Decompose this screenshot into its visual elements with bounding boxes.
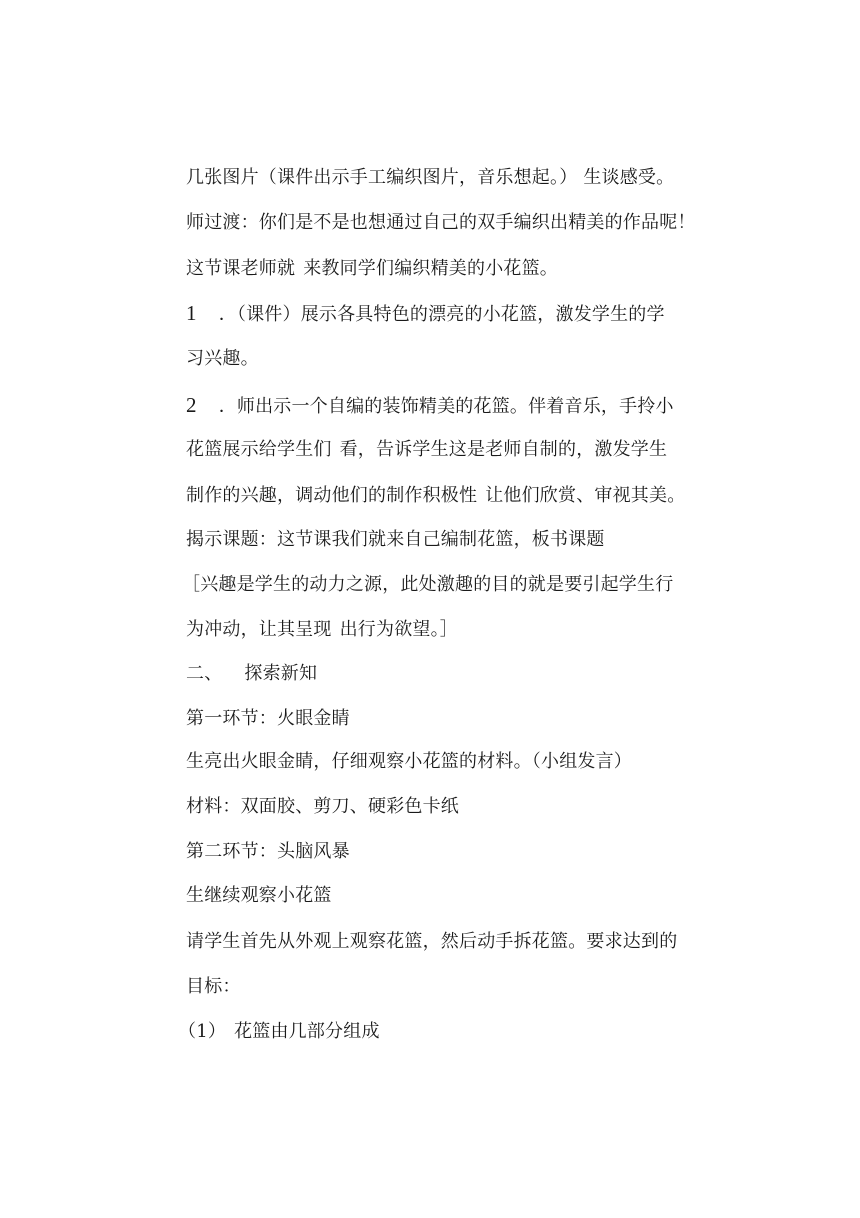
line-text: 几张图片（课件出示手工编织图片，音乐想起。） 生谈感受。 xyxy=(186,167,675,188)
paragraph-line xyxy=(186,257,558,281)
item-number: 2 xyxy=(186,393,197,417)
paragraph-line xyxy=(186,795,459,819)
line-text: 让他们欣赏、审视其美。 xyxy=(485,485,686,506)
paragraph-line xyxy=(186,484,685,508)
paragraph-line xyxy=(186,930,677,954)
paragraph-line xyxy=(186,211,696,235)
line-text: 师过渡：你们是不是也想通过自己的双手编织出精美的作品呢！ xyxy=(186,212,696,233)
line-text: 揭示课题：这节课我们就来自己编制花篮，板书课题 xyxy=(186,529,605,550)
line-text: 看，告诉学生这是老师自制的，激发学生 xyxy=(339,439,668,460)
line-text: 习兴趣。 xyxy=(186,348,259,369)
paragraph-line xyxy=(186,438,667,462)
numbered-item xyxy=(186,301,665,327)
line-text: 这节课老师就 xyxy=(186,258,296,279)
line-text: 出行为欲望。］ xyxy=(339,619,459,640)
paragraph-line xyxy=(186,347,259,371)
line-text: 第一环节：火眼金睛 xyxy=(186,708,350,729)
line-text: 生继续观察小花篮 xyxy=(186,885,332,906)
line-text: 为冲动，让其呈现 xyxy=(186,619,332,640)
line-text: 制作的兴趣，调动他们的制作积极性 xyxy=(186,485,478,506)
line-text: 生亮出火眼金睛，仔细观察小花篮的材料。（小组发言） xyxy=(186,751,632,772)
line-text: 材料：双面胶、剪刀、硬彩色卡纸 xyxy=(186,796,459,817)
line-text: 来教同学们编织精美的小花篮。 xyxy=(303,258,559,279)
paragraph-line xyxy=(186,884,332,908)
list-marker: （1） xyxy=(178,1021,227,1042)
paragraph-line xyxy=(186,166,674,190)
subsection-heading xyxy=(186,707,350,731)
section-title: 探索新知 xyxy=(244,663,318,684)
numbered-item xyxy=(186,393,674,419)
paragraph-line xyxy=(186,528,605,552)
line-text: 花篮展示给学生们 xyxy=(186,439,332,460)
line-text: 花篮由几部分组成 xyxy=(234,1021,380,1042)
section-heading xyxy=(186,662,317,686)
list-item xyxy=(178,1020,380,1044)
subsection-heading xyxy=(186,840,350,864)
line-text: 目标： xyxy=(186,976,241,997)
annotation-line xyxy=(186,618,458,642)
line-text: ．（课件）展示各具特色的漂亮的小花篮，激发学生的学 xyxy=(218,304,665,325)
paragraph-line xyxy=(186,975,241,999)
item-number: 1 xyxy=(186,301,197,325)
line-text: ［兴趣是学生的动力之源，此处激趣的目的就是要引起学生行 xyxy=(182,574,674,595)
section-number: 二、 xyxy=(186,663,223,684)
annotation-line xyxy=(182,573,674,597)
line-text: ．师出示一个自编的装饰精美的花篮。伴着音乐，手拎小 xyxy=(218,396,674,417)
line-text: 请学生首先从外观上观察花篮，然后动手拆花篮。要求达到的 xyxy=(186,931,678,952)
line-text: 第二环节：头脑风暴 xyxy=(186,841,350,862)
paragraph-line xyxy=(186,750,632,774)
